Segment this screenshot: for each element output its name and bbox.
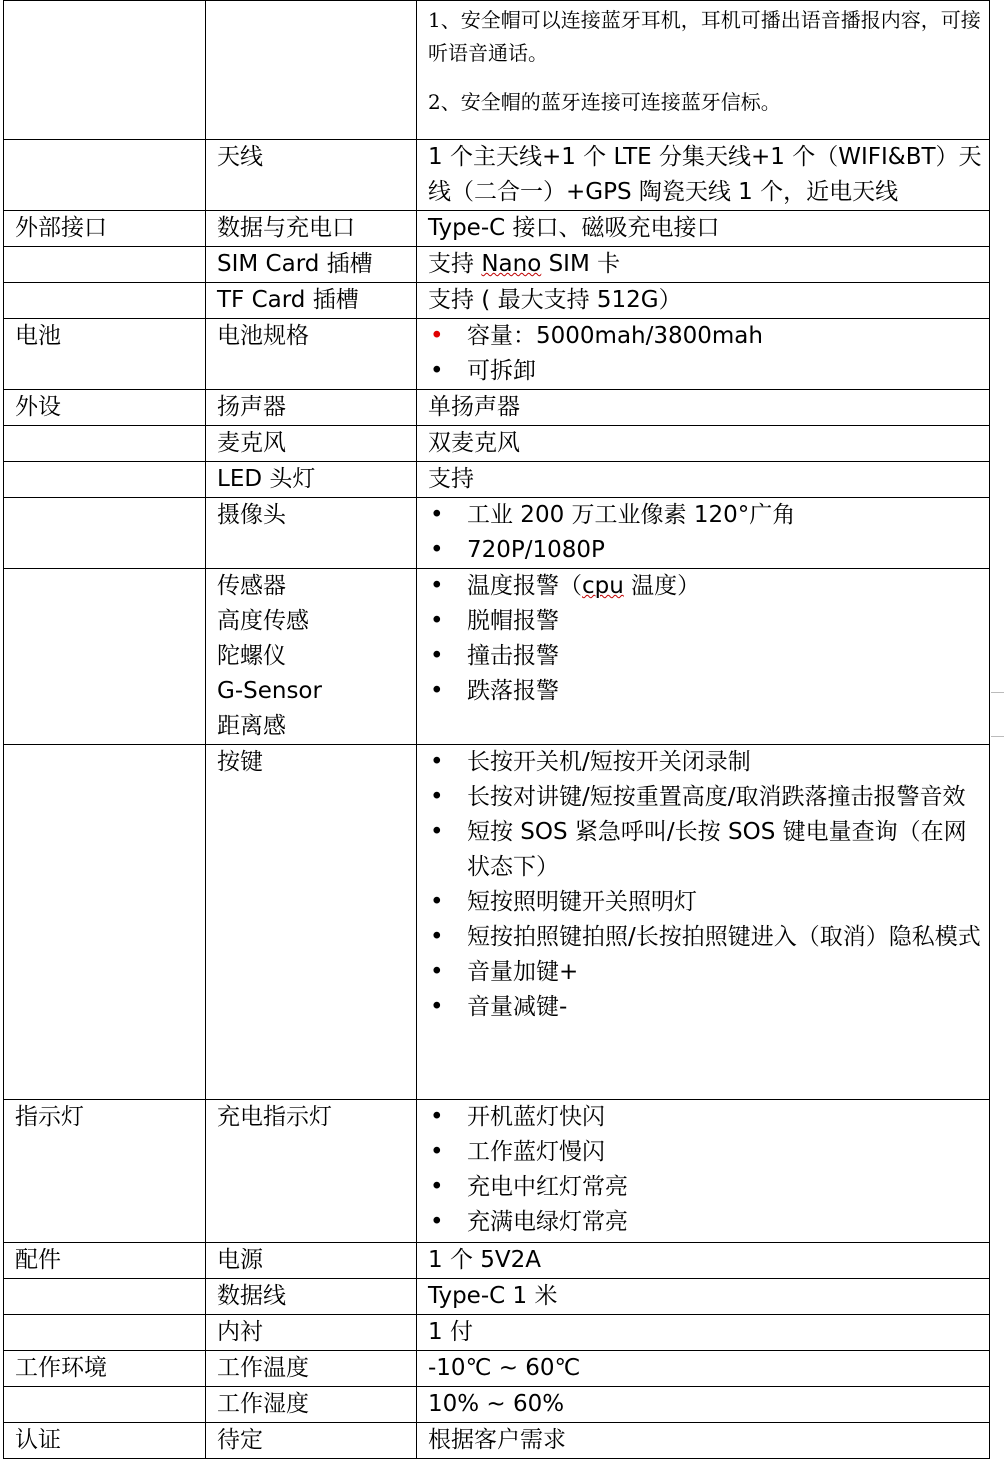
bullet-icon: • xyxy=(430,573,444,599)
desc-cell xyxy=(417,569,990,745)
category-cell: 指示灯 xyxy=(4,1100,206,1243)
table-row xyxy=(4,1279,990,1315)
table-row xyxy=(4,247,990,283)
table-row xyxy=(4,498,990,569)
bullet-icon: • xyxy=(430,889,444,915)
bullet-icon: • xyxy=(430,924,444,950)
bluetooth-para-2: 2、安全帽的蓝牙连接可连接蓝牙信标。 xyxy=(428,90,781,114)
table-row xyxy=(4,319,990,390)
desc-cell: 根据客户需求 xyxy=(417,1423,990,1459)
list-item: • 音量减键- xyxy=(428,990,989,1025)
bullet-icon: • xyxy=(430,1104,444,1130)
table-row xyxy=(4,211,990,247)
category-cell xyxy=(4,745,206,1100)
item-cell: 充电指示灯 xyxy=(206,1100,417,1243)
category-cell xyxy=(4,1315,206,1351)
item-cell: 电源 xyxy=(206,1243,417,1279)
bullet-icon: • xyxy=(430,608,444,634)
list-item: • 短按照明键开关照明灯 xyxy=(428,885,989,920)
item-cell: 内衬 xyxy=(206,1315,417,1351)
item-cell: SIM Card 插槽 xyxy=(206,247,417,283)
bullet-icon: • xyxy=(430,502,444,528)
bullet-icon: • xyxy=(430,1174,444,1200)
list-item: • 开机蓝灯快闪 xyxy=(428,1100,989,1135)
table-row xyxy=(4,745,990,1100)
item-cell: 工作湿度 xyxy=(206,1387,417,1423)
item-cell: 麦克风 xyxy=(206,426,417,462)
table-row xyxy=(4,569,990,745)
desc-cell xyxy=(417,1100,990,1243)
bullet-icon: • xyxy=(430,1139,444,1165)
item-cell: 天线 xyxy=(206,140,417,211)
list-item: • 720P/1080P xyxy=(428,533,989,568)
desc-cell xyxy=(417,247,990,283)
bullet-icon: • xyxy=(430,537,444,563)
item-cell: 工作温度 xyxy=(206,1351,417,1387)
desc-cell: 支持 xyxy=(417,462,990,498)
spellcheck-word: cpu xyxy=(582,573,624,599)
table-row xyxy=(4,1,990,140)
list-item: • 充满电绿灯常亮 xyxy=(428,1205,989,1240)
desc-cell: 支持 ( 最大支持 512G） xyxy=(417,283,990,319)
list-item: • 撞击报警 xyxy=(428,639,989,674)
category-cell xyxy=(4,140,206,211)
category-cell: 配件 xyxy=(4,1243,206,1279)
category-cell xyxy=(4,462,206,498)
category-cell xyxy=(4,1279,206,1315)
table-row xyxy=(4,426,990,462)
table-row xyxy=(4,462,990,498)
page-edge-mark xyxy=(991,736,1004,737)
table-row xyxy=(4,283,990,319)
list-item: • 温度报警（cpu 温度） xyxy=(428,569,989,604)
category-cell xyxy=(4,498,206,569)
list-item: • 短按 SOS 紧急呼叫/长按 SOS 键电量查询（在网状态下） xyxy=(428,815,989,885)
bullet-icon: • xyxy=(430,323,444,349)
table-row xyxy=(4,1243,990,1279)
table-row xyxy=(4,1315,990,1351)
desc-cell: 双麦克风 xyxy=(417,426,990,462)
category-cell: 电池 xyxy=(4,319,206,390)
desc-cell: Type-C 1 米 xyxy=(417,1279,990,1315)
list-item: • 跌落报警 xyxy=(428,674,989,709)
desc-text: 支持 xyxy=(428,251,482,277)
category-cell xyxy=(4,569,206,745)
list-item: • 长按开关机/短按开关闭录制 xyxy=(428,745,989,780)
list-item: • 脱帽报警 xyxy=(428,604,989,639)
bullet-icon: • xyxy=(430,678,444,704)
list-item: • 音量加键+ xyxy=(428,955,989,990)
item-cell: 传感器 高度传感 陀螺仪 G-Sensor 距离感 xyxy=(206,569,417,745)
bullet-icon: • xyxy=(430,643,444,669)
list-item: • 工作蓝灯慢闪 xyxy=(428,1135,989,1170)
bullet-list xyxy=(428,1100,989,1240)
item-cell: TF Card 插槽 xyxy=(206,283,417,319)
category-cell xyxy=(4,1,206,140)
bullet-list xyxy=(428,498,989,568)
spec-table xyxy=(3,0,990,1459)
desc-cell: 单扬声器 xyxy=(417,390,990,426)
category-cell: 外设 xyxy=(4,390,206,426)
bullet-list xyxy=(428,745,989,1025)
desc-cell xyxy=(417,498,990,569)
list-item: • 可拆卸 xyxy=(428,354,989,389)
desc-cell: -10℃ ~ 60℃ xyxy=(417,1351,990,1387)
item-cell: LED 头灯 xyxy=(206,462,417,498)
item-cell: 待定 xyxy=(206,1423,417,1459)
item-cell: 数据与充电口 xyxy=(206,211,417,247)
desc-cell xyxy=(417,1,990,140)
category-cell xyxy=(4,1387,206,1423)
table-row xyxy=(4,390,990,426)
bullet-list xyxy=(428,319,989,389)
desc-cell: 1 付 xyxy=(417,1315,990,1351)
table-row xyxy=(4,1423,990,1459)
item-cell xyxy=(206,1,417,140)
page-edge-mark xyxy=(991,692,1004,693)
item-cell: 按键 xyxy=(206,745,417,1100)
category-cell: 认证 xyxy=(4,1423,206,1459)
item-cell: 电池规格 xyxy=(206,319,417,390)
list-item: • 充电中红灯常亮 xyxy=(428,1170,989,1205)
bullet-icon: • xyxy=(430,358,444,384)
bullet-list xyxy=(428,569,989,709)
list-item: • 长按对讲键/短按重置高度/取消跌落撞击报警音效 xyxy=(428,780,989,815)
desc-cell xyxy=(417,319,990,390)
item-cell: 数据线 xyxy=(206,1279,417,1315)
category-cell: 外部接口 xyxy=(4,211,206,247)
item-cell: 摄像头 xyxy=(206,498,417,569)
desc-cell xyxy=(417,745,990,1100)
desc-text: SIM 卡 xyxy=(541,251,621,277)
category-cell xyxy=(4,247,206,283)
table-row xyxy=(4,140,990,211)
bullet-icon: • xyxy=(430,819,444,845)
spellcheck-word: Nano xyxy=(481,251,542,277)
category-cell xyxy=(4,426,206,462)
desc-cell: Type-C 接口、磁吸充电接口 xyxy=(417,211,990,247)
bullet-icon: • xyxy=(430,749,444,775)
table-row xyxy=(4,1100,990,1243)
bluetooth-para-1: 1、安全帽可以连接蓝牙耳机，耳机可播出语音播报内容，可接听语音通话。 xyxy=(428,8,981,65)
list-item: • 工业 200 万工业像素 120°广角 xyxy=(428,498,989,533)
table-row xyxy=(4,1387,990,1423)
table-row xyxy=(4,1351,990,1387)
bullet-icon: • xyxy=(430,994,444,1020)
bullet-icon: • xyxy=(430,1209,444,1235)
category-cell xyxy=(4,283,206,319)
desc-cell: 1 个主天线+1 个 LTE 分集天线+1 个（WIFI&BT）天线（二合一）+GPS 陶瓷天线 1 个，近电天线 xyxy=(417,140,990,211)
list-item: • 容量：5000mah/3800mah xyxy=(428,319,989,354)
item-cell: 扬声器 xyxy=(206,390,417,426)
desc-cell: 1 个 5V2A xyxy=(417,1243,990,1279)
category-cell: 工作环境 xyxy=(4,1351,206,1387)
desc-cell: 10% ~ 60% xyxy=(417,1387,990,1423)
list-item: • 短按拍照键拍照/长按拍照键进入（取消）隐私模式 xyxy=(428,920,989,955)
bullet-icon: • xyxy=(430,784,444,810)
bullet-icon: • xyxy=(430,959,444,985)
